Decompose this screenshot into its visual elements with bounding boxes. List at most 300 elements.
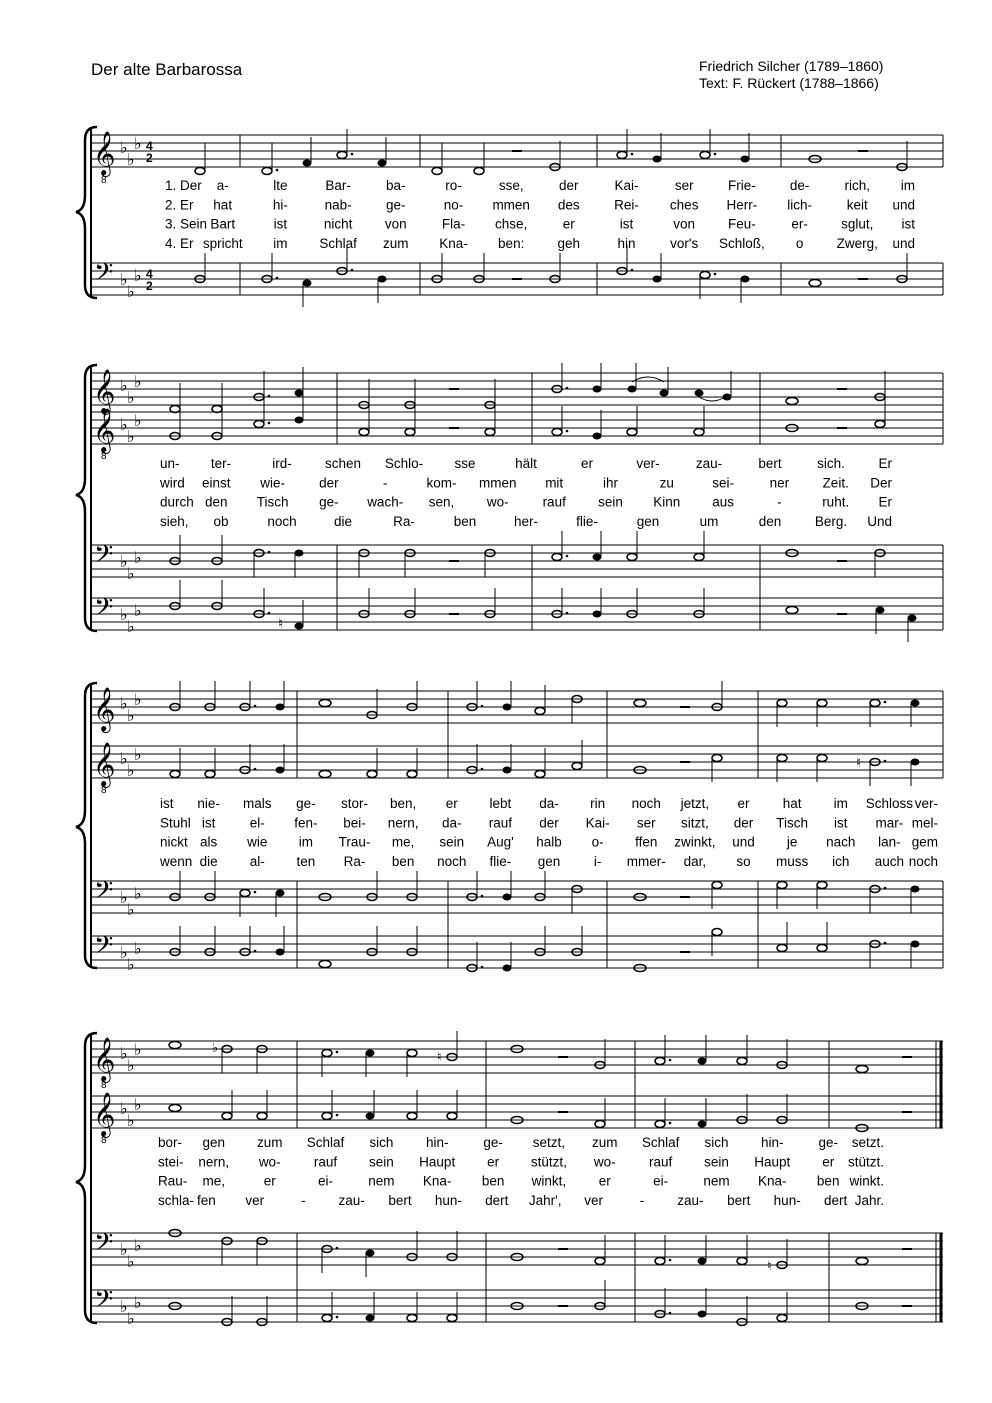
lyric-syllable: Aug' [487, 834, 514, 850]
svg-text:♭: ♭ [120, 378, 128, 395]
lyric-syllable: Trau- [338, 834, 371, 850]
lyric-syllable: 2. Er [165, 197, 194, 213]
bass-clef: 𝄢 [94, 932, 114, 965]
lyric-syllable: schla- [158, 1192, 195, 1208]
system-4 [76, 1031, 943, 1328]
treble-clef: 𝄞 [93, 410, 116, 452]
lyric-syllable: Ra- [343, 853, 366, 869]
lyric-syllable: im [900, 178, 915, 193]
key-signatures [120, 374, 142, 636]
lyric-syllable: sein [704, 1154, 729, 1170]
staff-bass-2 [91, 1290, 943, 1322]
lyric-syllable: ist [201, 815, 216, 831]
lyric-syllable: lebt [489, 796, 512, 811]
lyric-syllable: Schlaf [319, 235, 357, 251]
svg-text:♭: ♭ [134, 550, 142, 567]
lyric-syllable: hat [782, 796, 802, 811]
lyric-syllable: flie- [489, 853, 512, 869]
lyric-syllable: er [562, 216, 575, 232]
lyric-syllable: stor- [341, 796, 368, 811]
svg-text:♭: ♭ [134, 941, 142, 958]
octave-mark: 8 [101, 1080, 107, 1091]
lyric-syllable: ver- [914, 796, 938, 811]
lyric-syllable: Schloss [865, 796, 914, 811]
notes-bass [195, 245, 907, 307]
lyric-syllable: mmen [479, 475, 517, 491]
lyric-syllable: Schlaf [641, 1135, 680, 1150]
staff-treble-2 [91, 746, 943, 778]
lyric-syllable: auch [874, 853, 905, 869]
bass-clef: 𝄢 [94, 1286, 114, 1319]
lyric-syllable: Rei- [614, 197, 639, 213]
key-signatures [120, 1042, 142, 1328]
lyric-syllable: ben, [389, 796, 417, 811]
lyric-syllable: wird [160, 475, 185, 491]
staff-bass-1 [91, 545, 943, 577]
treble-clef: 𝄞 [93, 744, 116, 786]
lyric-syllable: gen [202, 1135, 226, 1150]
song-title: Der alte Barbarossa [91, 60, 243, 79]
bass-clef: 𝄢 [94, 259, 114, 292]
lyric-syllable: mals [243, 796, 272, 811]
lyric-syllable: er [580, 456, 594, 471]
lyric-syllable: wie- [260, 475, 285, 491]
lyric-syllable: sich [704, 1135, 729, 1150]
lyric-syllable: 4. Er [165, 235, 194, 251]
lyric-syllable: bert [758, 456, 782, 471]
lyric-syllable: einst [202, 475, 231, 491]
lyric-syllable: Berg. [814, 513, 848, 529]
lyric-syllable: halb [536, 834, 562, 850]
lyric-syllable: me, [391, 834, 415, 850]
treble-clef: 𝄞 [93, 133, 116, 175]
lyric-syllable: und [892, 197, 915, 213]
lyric-syllable: mmer- [626, 853, 666, 869]
lyric-syllable: Bar- [325, 178, 351, 193]
lyric-syllable: noch [267, 513, 297, 529]
lyric-syllable: wenn [160, 853, 193, 869]
lyric-syllable: hi- [272, 197, 288, 213]
lyric-syllable: ten [296, 853, 316, 869]
lyric-syllable: ihr [602, 475, 619, 491]
lyric-syllable: hin [617, 235, 636, 251]
lyric-syllable: o [795, 235, 804, 251]
lyric-syllable: muss [775, 853, 809, 869]
lyric-syllable: ei- [317, 1173, 334, 1189]
svg-text:♭: ♭ [134, 747, 142, 764]
svg-text:♮: ♮ [278, 615, 284, 631]
lyric-syllable: nie- [197, 796, 220, 811]
lyric-syllable: ei- [653, 1173, 669, 1189]
treble-clef: 𝄞 [93, 1094, 116, 1136]
lyric-syllable: ba- [386, 178, 406, 193]
lyric-syllable: zum [592, 1135, 618, 1150]
lyric-syllable: er- [791, 216, 808, 232]
lyric-syllable: a- [216, 178, 229, 193]
lyric-syllable: nab- [324, 197, 352, 213]
lyric-syllable: gen [636, 513, 660, 529]
lyric-syllable: kom- [426, 475, 457, 491]
lyric-syllable: Jahr. [854, 1192, 884, 1208]
lyric-syllable: je [786, 834, 798, 850]
lyric-syllable: Er [878, 456, 892, 471]
svg-text:♭: ♭ [127, 708, 135, 725]
svg-text:♭: ♭ [127, 566, 135, 583]
lyric-syllable: Herr- [726, 197, 758, 213]
svg-text:♭: ♭ [134, 1238, 142, 1255]
flat-sign: ♭ [127, 284, 135, 301]
svg-text:♭: ♭ [127, 619, 135, 636]
lyric-syllable: sein [439, 834, 465, 850]
lyric-syllable: Kna- [422, 1173, 452, 1189]
lyric-syllable: mar- [875, 815, 904, 831]
svg-text:♭: ♭ [120, 1101, 128, 1118]
lyric-syllable: ser [674, 178, 694, 193]
lyric-syllable: me, [202, 1173, 226, 1189]
lyric-syllable: Schloß, [719, 235, 765, 251]
svg-text:♭: ♭ [127, 390, 135, 407]
lyric-syllable: ist [619, 216, 634, 232]
staff-treble-1 [91, 691, 943, 723]
lyric-syllable: er [598, 1173, 611, 1189]
lyric-syllable: dert [823, 1192, 848, 1208]
lyric-syllable: Bart [210, 216, 236, 232]
lyric-syllable: sich. [817, 456, 845, 471]
lyric-syllable: - [382, 475, 388, 491]
lyric-syllable: spricht [202, 235, 243, 251]
lyric-syllable: hun- [434, 1192, 462, 1208]
lyric-syllable: ner [769, 475, 790, 491]
lyric-syllable: ro- [445, 178, 462, 193]
lyric-syllable: vor's [670, 235, 699, 251]
lyric-syllable: ben [481, 1173, 505, 1189]
svg-text:♭: ♭ [120, 945, 128, 962]
lyric-syllable: 1. Der [165, 178, 202, 193]
system-2 [76, 363, 943, 642]
lyric-syllable: geh [557, 235, 581, 251]
lyric-syllable: Jahr', [528, 1192, 562, 1208]
lyric-syllable: hin- [425, 1135, 449, 1150]
lyric-syllable: hin- [761, 1135, 784, 1150]
lyric-syllable: wo- [258, 1154, 281, 1170]
lyric-syllable: rin [590, 796, 606, 811]
lyric-syllable: dar, [683, 853, 707, 869]
lyric-syllable: Kai- [614, 178, 639, 193]
bass-clef: 𝄢 [94, 877, 114, 910]
lyric-syllable: hält [515, 456, 537, 471]
lyric-syllable: bor- [158, 1135, 183, 1150]
lyric-syllable: Und [867, 513, 892, 529]
svg-text:♭: ♭ [120, 751, 128, 768]
lyric-syllable: Kinn [653, 494, 681, 510]
treble-clef: 𝄞 [93, 371, 116, 413]
lyric-syllable: sieh, [160, 513, 189, 529]
svg-text:♭: ♭ [134, 374, 142, 391]
lyric-syllable: ge- [483, 1135, 503, 1150]
svg-text:♭: ♭ [127, 957, 135, 974]
svg-text:♭: ♭ [120, 1242, 128, 1259]
lyric-syllable: de- [789, 178, 810, 193]
lyric-syllable: sich [369, 1135, 394, 1150]
lyric-syllable: fen- [294, 815, 318, 831]
staff-bass-1 [91, 881, 943, 913]
lyricist-credit: Text: F. Rückert (1788–1866) [699, 75, 879, 91]
lyric-syllable: mit [545, 475, 564, 491]
svg-text:♭: ♭ [120, 417, 128, 434]
lyric-syllable: rauf [542, 494, 566, 510]
lyric-syllable: ben [816, 1173, 840, 1189]
lyric-syllable: sse [454, 456, 476, 471]
lyric-syllable: - [300, 1192, 306, 1208]
lyric-syllable: ben [453, 513, 477, 529]
lyric-syllable: noch [908, 853, 938, 869]
system-3 [76, 681, 943, 974]
lyric-syllable: die [199, 853, 218, 869]
lyric-syllable: Kna- [439, 235, 468, 251]
lyric-syllable: der [733, 815, 754, 831]
lyric-syllable: der [539, 815, 559, 831]
lyric-syllable: rauf [648, 1154, 673, 1170]
lyric-syllable: ird- [272, 456, 292, 471]
lyric-syllable: rauf [313, 1154, 338, 1170]
lyric-syllable: er [822, 1154, 835, 1170]
lyric-syllable: bert [388, 1192, 412, 1208]
lyric-syllable: um [699, 513, 719, 529]
svg-text:♭: ♭ [127, 429, 135, 446]
flat-sign: ♭ [120, 140, 128, 157]
lyric-syllable: aus [712, 494, 734, 510]
svg-text:♭: ♭ [120, 554, 128, 571]
lyric-syllable: Schlo- [384, 456, 424, 471]
lyric-syllable: her- [513, 513, 539, 529]
lyric-syllable: sei- [712, 475, 734, 491]
lyric-syllable: sse, [498, 178, 524, 193]
svg-text:♭: ♭ [127, 1058, 135, 1075]
lyric-syllable: die [333, 513, 353, 529]
lyric-syllable: hat [213, 197, 233, 213]
lyric-syllable: Feu- [728, 216, 756, 232]
octave-mark: 8 [101, 175, 107, 186]
lyric-syllable: ob [213, 513, 229, 529]
lyric-syllable: nickt [160, 834, 188, 850]
lyric-syllable: im [298, 834, 314, 850]
lyric-syllable: winkt. [849, 1173, 884, 1189]
lyric-syllable: er [737, 796, 750, 811]
lyric-syllable: Zwerg, [836, 235, 878, 251]
lyric-syllable: setzt, [532, 1135, 566, 1150]
lyric-syllable: durch [160, 494, 194, 510]
svg-text:♭: ♭ [134, 413, 142, 430]
lyric-syllable: gem [911, 834, 938, 850]
lyric-syllable: ffen [635, 834, 658, 850]
lyric-syllable: den [758, 513, 782, 529]
svg-text:♮: ♮ [767, 1258, 772, 1273]
lyric-syllable: stützt. [847, 1154, 884, 1170]
lyric-syllable: im [833, 796, 848, 811]
lyric-syllable: wo- [593, 1154, 616, 1170]
lyric-syllable: ser [636, 815, 656, 831]
lyric-syllable: jetzt, [680, 796, 710, 811]
lyric-syllable: ben: [498, 235, 525, 251]
octave-mark: 8 [101, 451, 107, 462]
meter-lower: 2 [146, 151, 153, 165]
lyric-syllable: nach [826, 834, 856, 850]
staff-treble-1 [91, 373, 943, 405]
lyric-syllable: wach- [367, 494, 404, 510]
lyric-syllable: el- [249, 815, 265, 831]
lyric-syllable: wo- [486, 494, 509, 510]
lyric-syllable: Frie- [728, 178, 756, 193]
lyric-syllable: rauf [488, 815, 513, 831]
lyric-syllable: zum [383, 235, 409, 251]
lyric-syllable: im [273, 235, 288, 251]
svg-text:♭: ♭ [120, 1046, 128, 1063]
key-signatures [120, 692, 142, 974]
svg-text:♭: ♭ [127, 1113, 135, 1130]
lyric-syllable: ver [584, 1192, 603, 1208]
lyric-syllable: sglut, [841, 216, 874, 232]
lyric-syllable: Stuhl [160, 815, 191, 831]
lyric-syllable: sein [598, 494, 623, 510]
lyric-syllable: sitzt, [681, 815, 709, 831]
lyric-syllable: und [732, 834, 755, 850]
lyric-syllable: gen [537, 853, 561, 869]
lyric-syllable: setzt. [851, 1135, 884, 1150]
lyric-syllable: ist [901, 216, 915, 232]
lyric-syllable: Kna- [758, 1173, 787, 1189]
lyrics-system-4 [158, 1135, 884, 1208]
lyric-syllable: ist [834, 815, 848, 831]
lyric-syllable: da- [539, 796, 559, 811]
composer-credit: Friedrich Silcher (1789–1860) [699, 58, 884, 74]
lyric-syllable: Haupt [419, 1154, 456, 1170]
lyric-syllable: Fla- [441, 216, 466, 232]
lyric-syllable: ruht. [822, 494, 850, 510]
lyric-syllable: stützt, [530, 1154, 567, 1170]
lyric-syllable: zwinkt, [674, 834, 716, 850]
lyric-syllable: bei- [343, 815, 366, 831]
svg-text:♭: ♭ [134, 886, 142, 903]
lyric-syllable: Kai- [585, 815, 610, 831]
lyric-syllable: o- [591, 834, 604, 850]
lyric-syllable: lich- [787, 197, 812, 213]
lyric-syllable: zum [256, 1135, 283, 1150]
lyric-syllable: Tisch [256, 494, 289, 510]
lyric-syllable: 3. Sein [165, 216, 208, 232]
lyric-syllable: ist [160, 796, 174, 811]
svg-text:♭: ♭ [134, 1042, 142, 1059]
lyric-syllable: so [736, 853, 751, 869]
svg-text:♭: ♭ [127, 1311, 135, 1328]
lyric-syllable: des [557, 197, 580, 213]
lyric-syllable: rich, [844, 178, 871, 193]
lyric-syllable: zu [659, 475, 674, 491]
svg-text:♭: ♭ [120, 1299, 128, 1316]
lyric-syllable: ge- [386, 197, 406, 213]
svg-text:♭: ♭ [134, 603, 142, 620]
lyric-syllable: nem [703, 1173, 730, 1189]
lyric-syllable: er [445, 796, 458, 811]
lyric-syllable: schen [324, 456, 362, 471]
lyric-syllable: Ra- [393, 513, 415, 529]
lyric-syllable: zau- [677, 1192, 704, 1208]
lyric-syllable: der [319, 475, 339, 491]
svg-text:♭: ♭ [212, 1040, 219, 1055]
lyric-syllable: als [199, 834, 218, 850]
lyric-syllable: lan- [878, 834, 901, 850]
lyrics-system-2 [159, 456, 893, 529]
lyric-syllable: nem [368, 1173, 395, 1189]
meter-upper: 4 [146, 139, 153, 153]
lyric-syllable: fen [197, 1192, 216, 1208]
flat-sign: ♭ [134, 268, 142, 285]
svg-text:♭: ♭ [134, 692, 142, 709]
lyric-syllable: keit [846, 197, 868, 213]
lyric-syllable: noch [437, 853, 467, 869]
lyric-syllable: lte [273, 178, 288, 193]
lyric-syllable: Rau- [158, 1173, 188, 1189]
treble-clef: 𝄞 [93, 689, 116, 731]
lyric-syllable: zau- [338, 1192, 365, 1208]
lyric-syllable: mmen [492, 197, 530, 213]
lyric-syllable: ches [669, 197, 699, 213]
lyric-syllable: sein [369, 1154, 394, 1170]
svg-text:♭: ♭ [134, 1295, 142, 1312]
lyric-syllable: mel- [911, 815, 938, 831]
svg-text:♭: ♭ [120, 890, 128, 907]
flat-sign: ♭ [134, 136, 142, 153]
staff-bass-2 [91, 936, 943, 968]
lyric-syllable: Haupt [754, 1154, 791, 1170]
lyric-syllable: ben [391, 853, 415, 869]
lyric-syllable: no- [443, 197, 464, 213]
treble-clef: 𝄞 [93, 1039, 116, 1081]
lyric-syllable: ge- [296, 796, 316, 811]
final-barlines [936, 1041, 941, 1322]
svg-text:♭: ♭ [120, 607, 128, 624]
lyric-syllable: winkt, [531, 1173, 567, 1189]
lyric-syllable: zau- [695, 456, 723, 471]
bass-clef: 𝄢 [94, 1229, 114, 1262]
lyric-syllable: ver [245, 1192, 265, 1208]
lyric-syllable: un- [160, 456, 180, 471]
flat-sign: ♭ [120, 272, 128, 289]
lyric-syllable: stei- [158, 1154, 184, 1170]
svg-text:♮: ♮ [437, 1049, 442, 1064]
lyric-syllable: Er [878, 494, 892, 510]
lyric-syllable: chse, [495, 216, 528, 232]
lyric-syllable: Der [870, 475, 892, 491]
octave-mark: 8 [101, 1135, 107, 1146]
lyric-syllable: - [639, 1192, 645, 1208]
lyric-syllable: Schlaf [306, 1135, 345, 1150]
lyric-syllable: ver- [636, 456, 660, 471]
bass-clef: 𝄢 [94, 594, 114, 627]
lyric-syllable: i- [593, 853, 602, 869]
svg-text:♭: ♭ [127, 1254, 135, 1271]
lyric-syllable: der [559, 178, 579, 193]
lyric-syllable: er [263, 1173, 276, 1189]
lyric-syllable: und [892, 235, 915, 251]
svg-text:♭: ♭ [120, 696, 128, 713]
octave-mark: 8 [101, 785, 107, 796]
lyric-syllable: bert [727, 1192, 751, 1208]
lyric-syllable: er [487, 1154, 500, 1170]
lyric-syllable: ich [832, 853, 850, 869]
lyric-syllable: hun- [773, 1192, 801, 1208]
svg-text:♮: ♮ [856, 754, 862, 770]
lyric-syllable: von [673, 216, 696, 232]
